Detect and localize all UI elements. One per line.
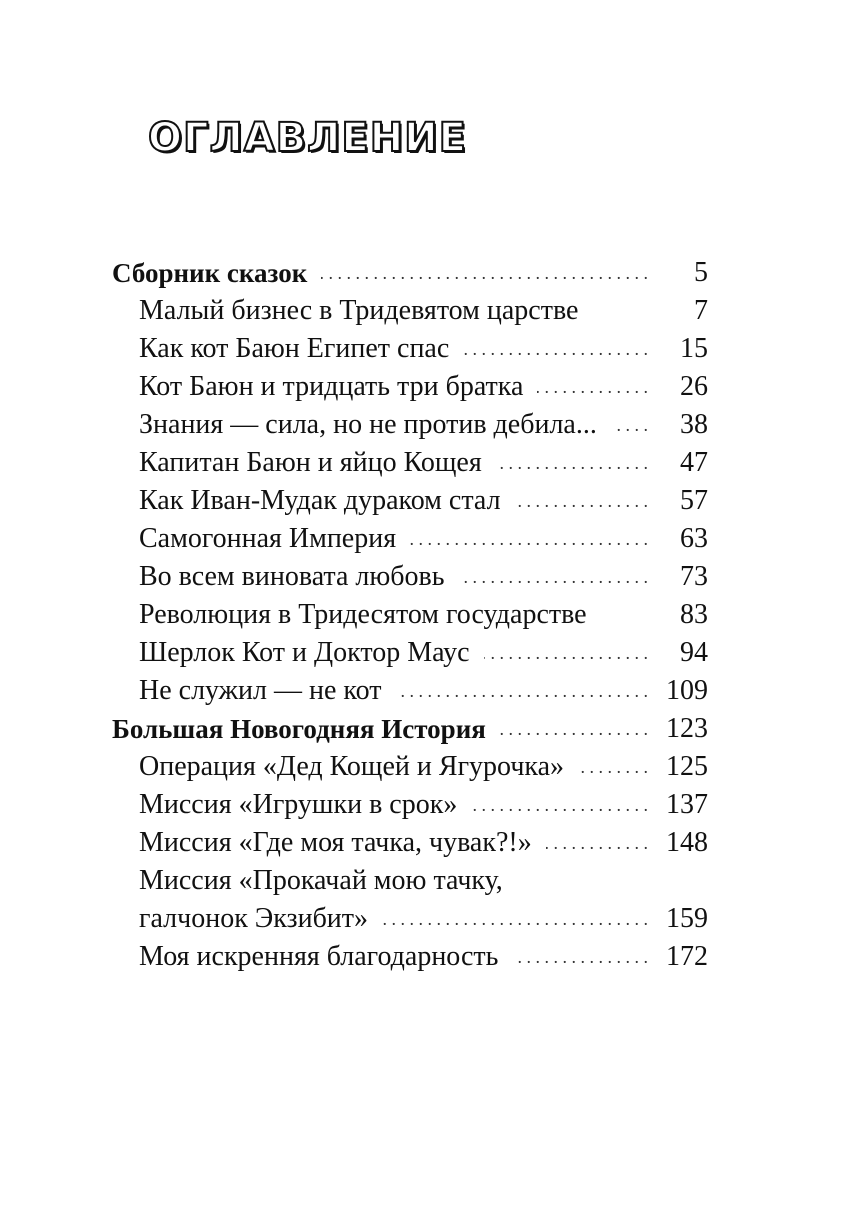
toc-entry-title: Самогонная Империя [139, 520, 410, 558]
toc-entry-row [112, 558, 708, 596]
dot-leader [459, 558, 648, 596]
toc-entry-title: Знания — сила, но не против дебила... [139, 406, 611, 444]
dot-leader [410, 520, 648, 558]
dot-leader [515, 482, 648, 520]
toc-entry-title: Моя искренняя благодарность [139, 938, 512, 976]
toc-entry-title: Как кот Баюн Египет спас [139, 330, 463, 368]
toc-entry-title: Не служил — не кот [139, 672, 395, 710]
page-title: ОГЛАВЛЕНИЕ [148, 115, 467, 161]
table-of-contents [112, 254, 708, 976]
dot-leader [321, 254, 648, 292]
toc-page-number: 137 [666, 789, 708, 820]
toc-page-number: 94 [680, 637, 708, 668]
toc-entry-row [112, 368, 708, 406]
toc-page-number: 123 [666, 713, 708, 744]
toc-page-number: 63 [680, 523, 708, 554]
toc-entry-row [112, 748, 708, 786]
toc-page-number: 109 [666, 675, 708, 706]
toc-page-number: 148 [666, 827, 708, 858]
dot-leader [496, 444, 648, 482]
toc-page-number: 38 [680, 409, 708, 440]
toc-entry-title: Революция в Тридесятом государстве [139, 596, 601, 634]
toc-entry-title: Кот Баюн и тридцать три братка [139, 368, 537, 406]
dot-leader [512, 938, 648, 976]
toc-page-number: 159 [666, 903, 708, 934]
dot-leader [382, 900, 648, 938]
toc-entry-row [112, 292, 708, 330]
dot-leader [578, 748, 648, 786]
dot-leader [484, 634, 648, 672]
toc-entry-row [112, 520, 708, 558]
dot-leader [395, 672, 648, 710]
toc-section-row [112, 710, 708, 748]
dot-leader [546, 824, 648, 862]
toc-entry-row [112, 596, 708, 634]
toc-entry-row [112, 824, 708, 862]
toc-entry-title: Операция «Дед Кощей и Ягурочка» [139, 748, 578, 786]
toc-section-row [112, 254, 708, 292]
toc-entry-title: Капитан Баюн и яйцо Кощея [139, 444, 496, 482]
dot-leader [471, 786, 648, 824]
toc-page-number: 172 [666, 941, 708, 972]
toc-entry-row [112, 406, 708, 444]
toc-section-title: Сборник сказок [112, 254, 321, 292]
dot-leader [611, 406, 648, 444]
toc-entry-row [112, 786, 708, 824]
toc-entry-title: Как Иван-Мудак дураком стал [139, 482, 515, 520]
toc-section-title: Большая Новогодняя История [112, 710, 500, 748]
toc-entry-title: Миссия «Прокачай мою тачку, [139, 862, 517, 900]
toc-entry-row [112, 862, 708, 900]
toc-entry-row [112, 330, 708, 368]
toc-entry-title: Малый бизнес в Тридевятом царстве [139, 292, 592, 330]
toc-entry-title: Миссия «Где моя тачка, чувак?!» [139, 824, 546, 862]
toc-entry-title: Миссия «Игрушки в срок» [139, 786, 471, 824]
toc-entry-row [112, 672, 708, 710]
toc-page-number: 5 [694, 257, 708, 288]
toc-page-number: 83 [680, 599, 708, 630]
toc-page-number: 125 [666, 751, 708, 782]
toc-entry-title: галчонок Экзибит» [139, 900, 382, 938]
toc-entry-row [112, 938, 708, 976]
toc-page-number: 57 [680, 485, 708, 516]
dot-leader [463, 330, 648, 368]
toc-page-number: 7 [694, 295, 708, 326]
toc-page-number: 15 [680, 333, 708, 364]
toc-entry-title: Во всем виновата любовь [139, 558, 459, 596]
toc-entry-row [112, 444, 708, 482]
toc-entry-row [112, 634, 708, 672]
toc-page-number: 26 [680, 371, 708, 402]
toc-entry-row [112, 482, 708, 520]
toc-page-number: 47 [680, 447, 708, 478]
toc-entry-row [112, 900, 708, 938]
dot-leader [537, 368, 648, 406]
dot-leader [500, 710, 648, 748]
toc-entry-title: Шерлок Кот и Доктор Маус [139, 634, 484, 672]
toc-page-number: 73 [680, 561, 708, 592]
